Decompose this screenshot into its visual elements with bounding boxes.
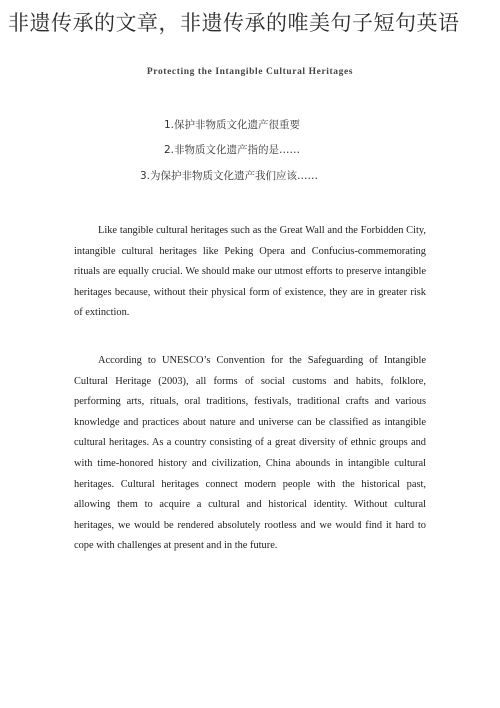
article-heading: 非遗传承的文章，非遗传承的唯美句子短句英语 — [8, 11, 460, 35]
body-paragraph: According to UNESCO’s Convention for the Safeguarding of Intangible Cultural Heritage (2003), all forms of social customs and habits, folklore, performing arts, rituals, oral traditions, festivals, traditional crafts and various knowledge and practices about nature and universe can be classified as intangible cultural heritages. As a country consisting of a great diversity of ethnic groups and with time-honored history and civilization, China abounds in intangible cultural heritages. Cultural heritages connect modern people with the historical past, allowing them to acquire a cultural and historical identity. Without cultural heritages, we would be rendered absolutely rootless and we would find it hard to cope with challenges at present and in the future. — [74, 355, 426, 552]
outline-item: 1.保护非物质文化遗产很重要 — [164, 119, 301, 131]
outline-item: 2.非物质文化遗产指的是…… — [164, 144, 301, 156]
outline-item: 3.为保护非物质文化遗产我们应该…… — [140, 170, 319, 182]
document-title: Protecting the Intangible Cultural Heritages — [146, 67, 354, 77]
scanned-document — [0, 64, 500, 708]
body-paragraph: Like tangible cultural heritages such as the Great Wall and the Forbidden City, intangible cultural heritages like Peking Opera and Confucius-commemorating rituals are equally crucial. We should make our utmost efforts to preserve intangible heritages because, without their physical form of existence, they are in greater risk of extinction. — [74, 225, 426, 319]
